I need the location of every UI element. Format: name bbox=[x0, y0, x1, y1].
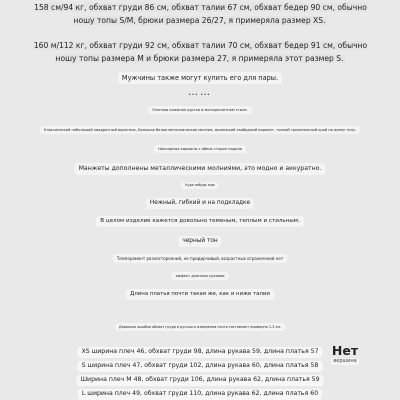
style-caption: Осенняя кожаная куртка в мотоциклетном стиле. bbox=[148, 106, 252, 114]
model-info-s-text: 160 м/112 кг, обхват груди 92 см, обхват талии 70 см, обхват бедер 91 см, обычно ношу топы размера M и брюки размера 27, я примеряла этот размер S. bbox=[33, 41, 368, 63]
color-caption: черный тон bbox=[178, 236, 221, 247]
model-info-xs bbox=[24, 2, 376, 27]
small-caption: Куда-нибудь еще bbox=[181, 182, 218, 189]
overall-caption: В целом изделие кажется довольно теменым, теплым и стильным. bbox=[96, 216, 304, 227]
cuffs-caption: Манжеты дополнены металлическими молниями, это модно и аккуратно. bbox=[75, 163, 326, 175]
size-row-m: Ширина плеч М 48, обхват груди 106, длина рукава 62, длина платья 59 bbox=[76, 375, 323, 386]
no-top-badge bbox=[331, 344, 359, 365]
size-row-xs: XS ширина плеч 46, обхват груди 98, длина рукава 59, длина платья 57 bbox=[77, 347, 322, 358]
no-badge-label: Нет bbox=[331, 343, 359, 358]
length-caption: Длина платья почти такая же, как и ниже талии bbox=[126, 289, 274, 300]
ellipsis-divider: …… bbox=[188, 87, 212, 98]
temperament-caption: Темперамент разносторонний, не придирчивый, возрастных ограничений нет bbox=[113, 254, 287, 263]
collar-caption: Классический небольшой квадратный воротник, Большая белая металлическая молния, маленький свободный вариант, тонкий трикотажный край по всему телу. bbox=[40, 126, 360, 134]
no-badge-sub: вершина bbox=[331, 358, 359, 365]
sleeve-caption: эффект длинных рукавов bbox=[172, 272, 229, 280]
model-info-s bbox=[24, 40, 376, 65]
measurement-note: Довольно ошибки обхват груди в русского измерения почти составляет примерно 1-3 см. bbox=[115, 323, 285, 331]
pockets-caption: Накладные карманы с обеих сторон подола bbox=[154, 145, 246, 153]
size-row-s: S ширина плеч 47, обхват груди 102, длина рукава 60, длина платья 58 bbox=[78, 361, 323, 372]
men-note: Мужчины также могут купить его для пары. bbox=[118, 72, 282, 84]
size-row-l: L ширина плеч 49, обхват груди 110, длина рукава 62, длина платья 60 bbox=[78, 389, 322, 400]
model-info-xs-text: 158 см/94 кг, обхват груди 86 см, обхват талии 67 см, обхват бедер 90 см, обычно ношу топы S/M, брюки размера 26/27, я примеряла размер XS. bbox=[34, 3, 367, 25]
lining-caption: Нежный, гибкий и на подкладке bbox=[146, 198, 254, 209]
